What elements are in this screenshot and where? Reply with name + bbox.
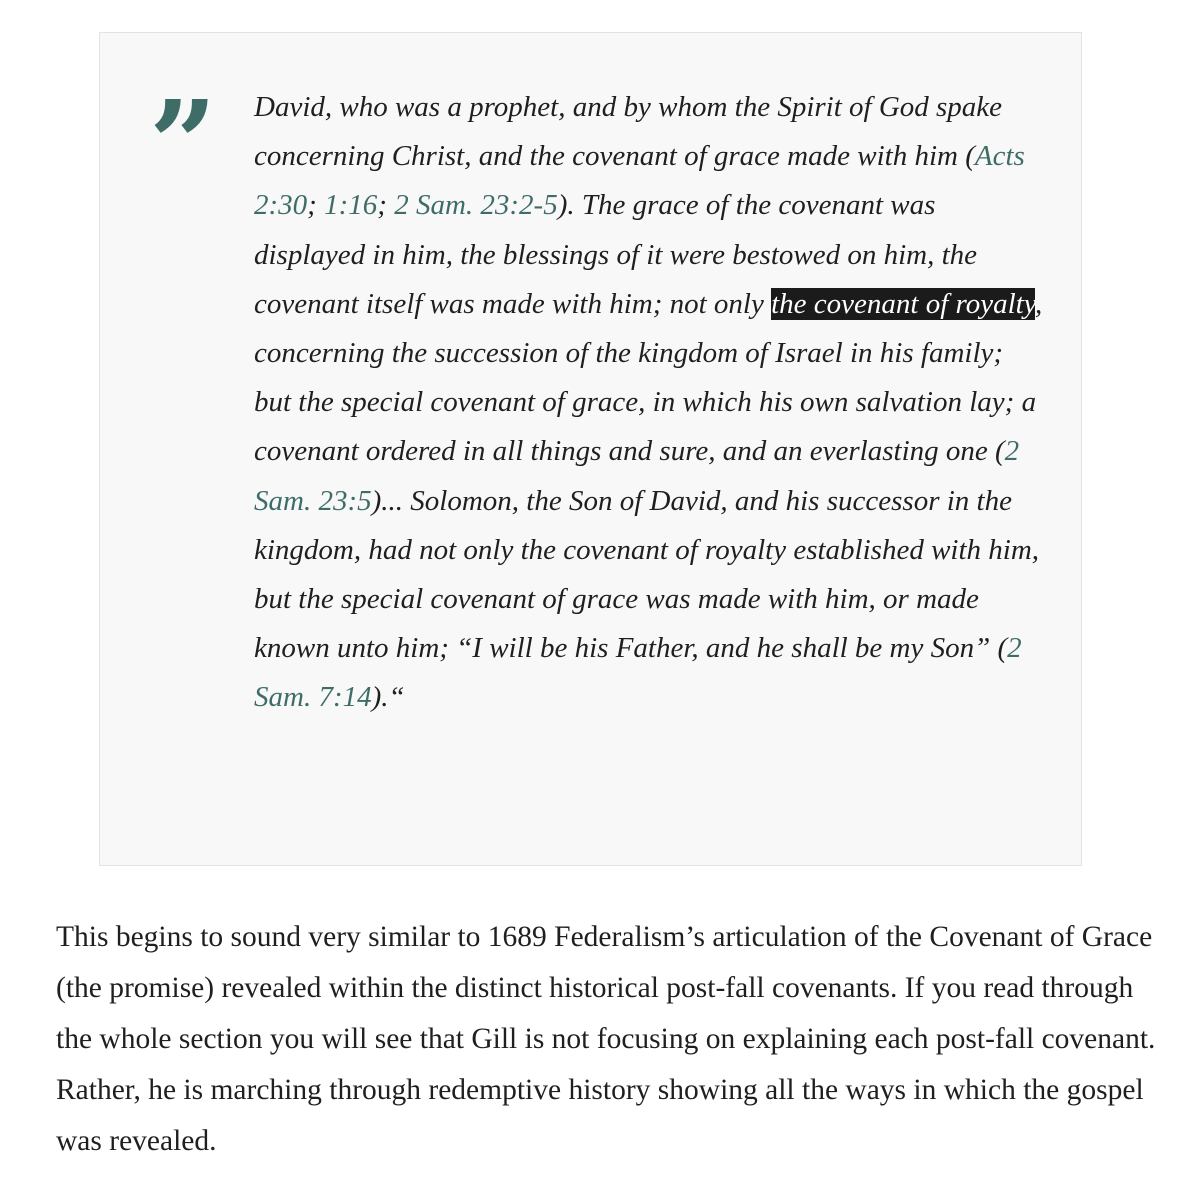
scripture-link-acts-2-30[interactable]: Acts 2:30 — [254, 140, 1025, 222]
scripture-link-1-16[interactable]: 1:16 — [324, 189, 378, 222]
scripture-link-2-sam-23-2-5[interactable]: 2 Sam. 23:2-5 — [394, 189, 558, 222]
quote-text-segment: )... Solomon, the Son of David, and his successor in the kingdom, had not only the covenant of royalty established with him, but the special covenant of grace was made with him, or made known unto him; “I will be his Father, and he shall be my Son” ( — [254, 484, 1040, 665]
quote-text — [254, 83, 1044, 723]
scripture-link-2-sam-23-5[interactable]: 2 Sam. 23:5 — [254, 435, 1020, 517]
quote-text-segment: David, who was a prophet, and by whom the Spirit of God spake concerning Christ, and the covenant of grace made with him ( — [254, 91, 1003, 173]
selected-text-highlight[interactable]: the covenant of royalty — [771, 287, 1035, 320]
quote-separator: ; — [377, 189, 395, 222]
blockquote — [99, 32, 1082, 866]
scripture-link-2-sam-7-14[interactable]: 2 Sam. 7:14 — [254, 632, 1022, 714]
quote-separator: ; — [307, 189, 325, 222]
quote-text-segment: ). The grace of the covenant was displayed in him, the blessings of it were bestowed on him, the covenant itself was made with him; not only — [254, 189, 978, 320]
body-paragraph: This begins to sound very similar to 1689 Federalism’s articulation of the Covenant of Grace (the promise) revealed within the distinct historical post-fall covenants. If you read through the whole section you will see that Gill is not focusing on explaining each post-fall covenant. Rather, he is marching through redemptive history showing all the ways in which the gospel was revealed. — [56, 921, 1156, 1157]
closing-quote-icon: ” — [149, 74, 217, 213]
quote-text-segment: , concerning the succession of the kingdom of Israel in his family; but the special covenant of grace, in which his own salvation lay; a covenant ordered in all things and sure, and an everlasting one ( — [254, 287, 1043, 468]
quote-text-segment: ).“ — [371, 681, 405, 714]
